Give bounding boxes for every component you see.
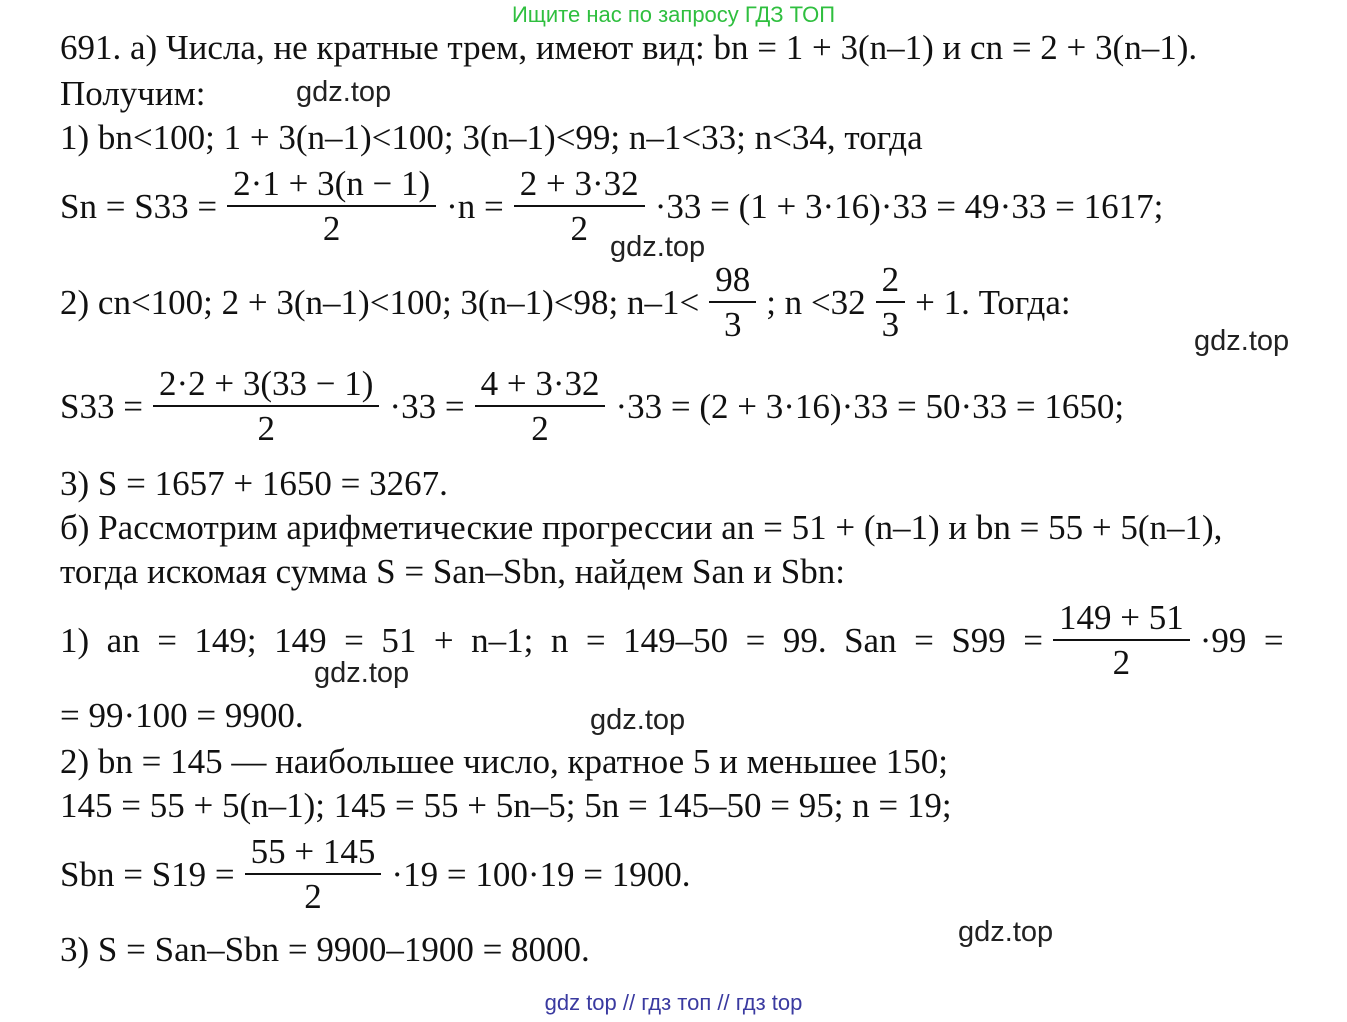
- fraction: [514, 166, 645, 248]
- watermark: gdz.top: [1194, 325, 1290, 357]
- text-line: = 99·100 = 9900.: [60, 696, 304, 735]
- text-line: б) Рассмотрим арифметические прогрессии an = 51 + (n–1) и bn = 55 + 5(n–1),: [60, 508, 1223, 547]
- fraction-numerator: 2·2 + 3(33 − 1): [153, 366, 379, 407]
- eq-mid: ·33 =: [389, 386, 465, 426]
- eq-tail: ·33 = (2 + 3·16)·33 = 50·33 = 1650;: [615, 386, 1125, 426]
- eq-tail: + 1. Тогда:: [915, 282, 1071, 322]
- fraction-denominator: 2: [531, 408, 549, 448]
- eq-lhs: Sbn = S19 =: [60, 854, 235, 894]
- eq-head: 2) cn<100; 2 + 3(n–1)<100; 3(n–1)<98; n–1<: [60, 282, 700, 322]
- text-line: 3) S = San–Sbn = 9900–1900 = 8000.: [60, 930, 590, 969]
- equation-cn: [60, 262, 1071, 344]
- eq-head: 1) an = 149; 149 = 51 + n–1; n = 149–50 = 99. San = S99 =: [60, 620, 1044, 660]
- fraction-numerator: 4 + 3·32: [475, 366, 606, 407]
- eq-mid: ; n <32: [766, 282, 866, 322]
- text-line: тогда искомая сумма S = San–Sbn, найдем San и Sbn:: [60, 552, 845, 591]
- eq-tail: ·99 =: [1199, 620, 1284, 660]
- text-line: 145 = 55 + 5(n–1); 145 = 55 + 5n–5; 5n = 145–50 = 95; n = 19;: [60, 786, 952, 825]
- equation-sn: [60, 166, 1163, 248]
- eq-mid: ·n =: [446, 186, 504, 226]
- watermark: gdz.top: [958, 916, 1054, 948]
- fraction: [153, 366, 379, 448]
- fraction-numerator: 149 + 51: [1053, 600, 1190, 641]
- fraction-denominator: 2: [257, 408, 275, 448]
- footer-links[interactable]: gdz top // гдз топ // гдз top: [544, 990, 803, 1015]
- equation-s33: [60, 366, 1124, 448]
- watermark: gdz.top: [296, 76, 392, 108]
- watermark: gdz.top: [314, 657, 410, 689]
- eq-lhs: S33 =: [60, 386, 143, 426]
- fraction-denominator: 2: [304, 876, 322, 916]
- fraction-numerator: 98: [709, 262, 756, 303]
- equation-sbn: [60, 834, 690, 916]
- text-line: 3) S = 1657 + 1650 = 3267.: [60, 464, 448, 503]
- eq-tail: ·19 = 100·19 = 1900.: [391, 854, 691, 894]
- fraction: [245, 834, 382, 916]
- fraction: [227, 166, 436, 248]
- problem-heading-line: 691. а) Числа, не кратные трем, имеют вид: bn = 1 + 3(n–1) и cn = 2 + 3(n–1).: [60, 28, 1198, 67]
- fraction: [1053, 600, 1190, 682]
- eq-lhs: Sn = S33 =: [60, 186, 218, 226]
- fraction-denominator: 2: [570, 208, 588, 248]
- fraction-numerator: 2 + 3·32: [514, 166, 645, 207]
- search-banner[interactable]: Ищите нас по запросу ГДЗ ТОП: [511, 2, 836, 27]
- fraction: [709, 262, 756, 344]
- equation-san: [60, 600, 1284, 682]
- text-line: 1) bn<100; 1 + 3(n–1)<100; 3(n–1)<99; n–1<33; n<34, тогда: [60, 118, 923, 157]
- fraction: [475, 366, 606, 448]
- fraction-denominator: 2: [322, 208, 341, 248]
- watermark: gdz.top: [610, 231, 706, 263]
- eq-tail: ·33 = (1 + 3·16)·33 = 49·33 = 1617;: [654, 186, 1164, 226]
- fraction-denominator: 2: [1112, 642, 1131, 682]
- fraction-numerator: 55 + 145: [245, 834, 382, 875]
- fraction-denominator: 3: [723, 304, 742, 344]
- text-line: Получим:: [60, 74, 206, 113]
- fraction-numerator: 2·1 + 3(n − 1): [227, 166, 436, 207]
- text-line: 2) bn = 145 — наибольшее число, кратное 5 и меньшее 150;: [60, 742, 948, 781]
- fraction-denominator: 3: [881, 304, 900, 344]
- watermark: gdz.top: [590, 704, 686, 736]
- fraction-numerator: 2: [876, 262, 906, 303]
- fraction: [876, 262, 906, 344]
